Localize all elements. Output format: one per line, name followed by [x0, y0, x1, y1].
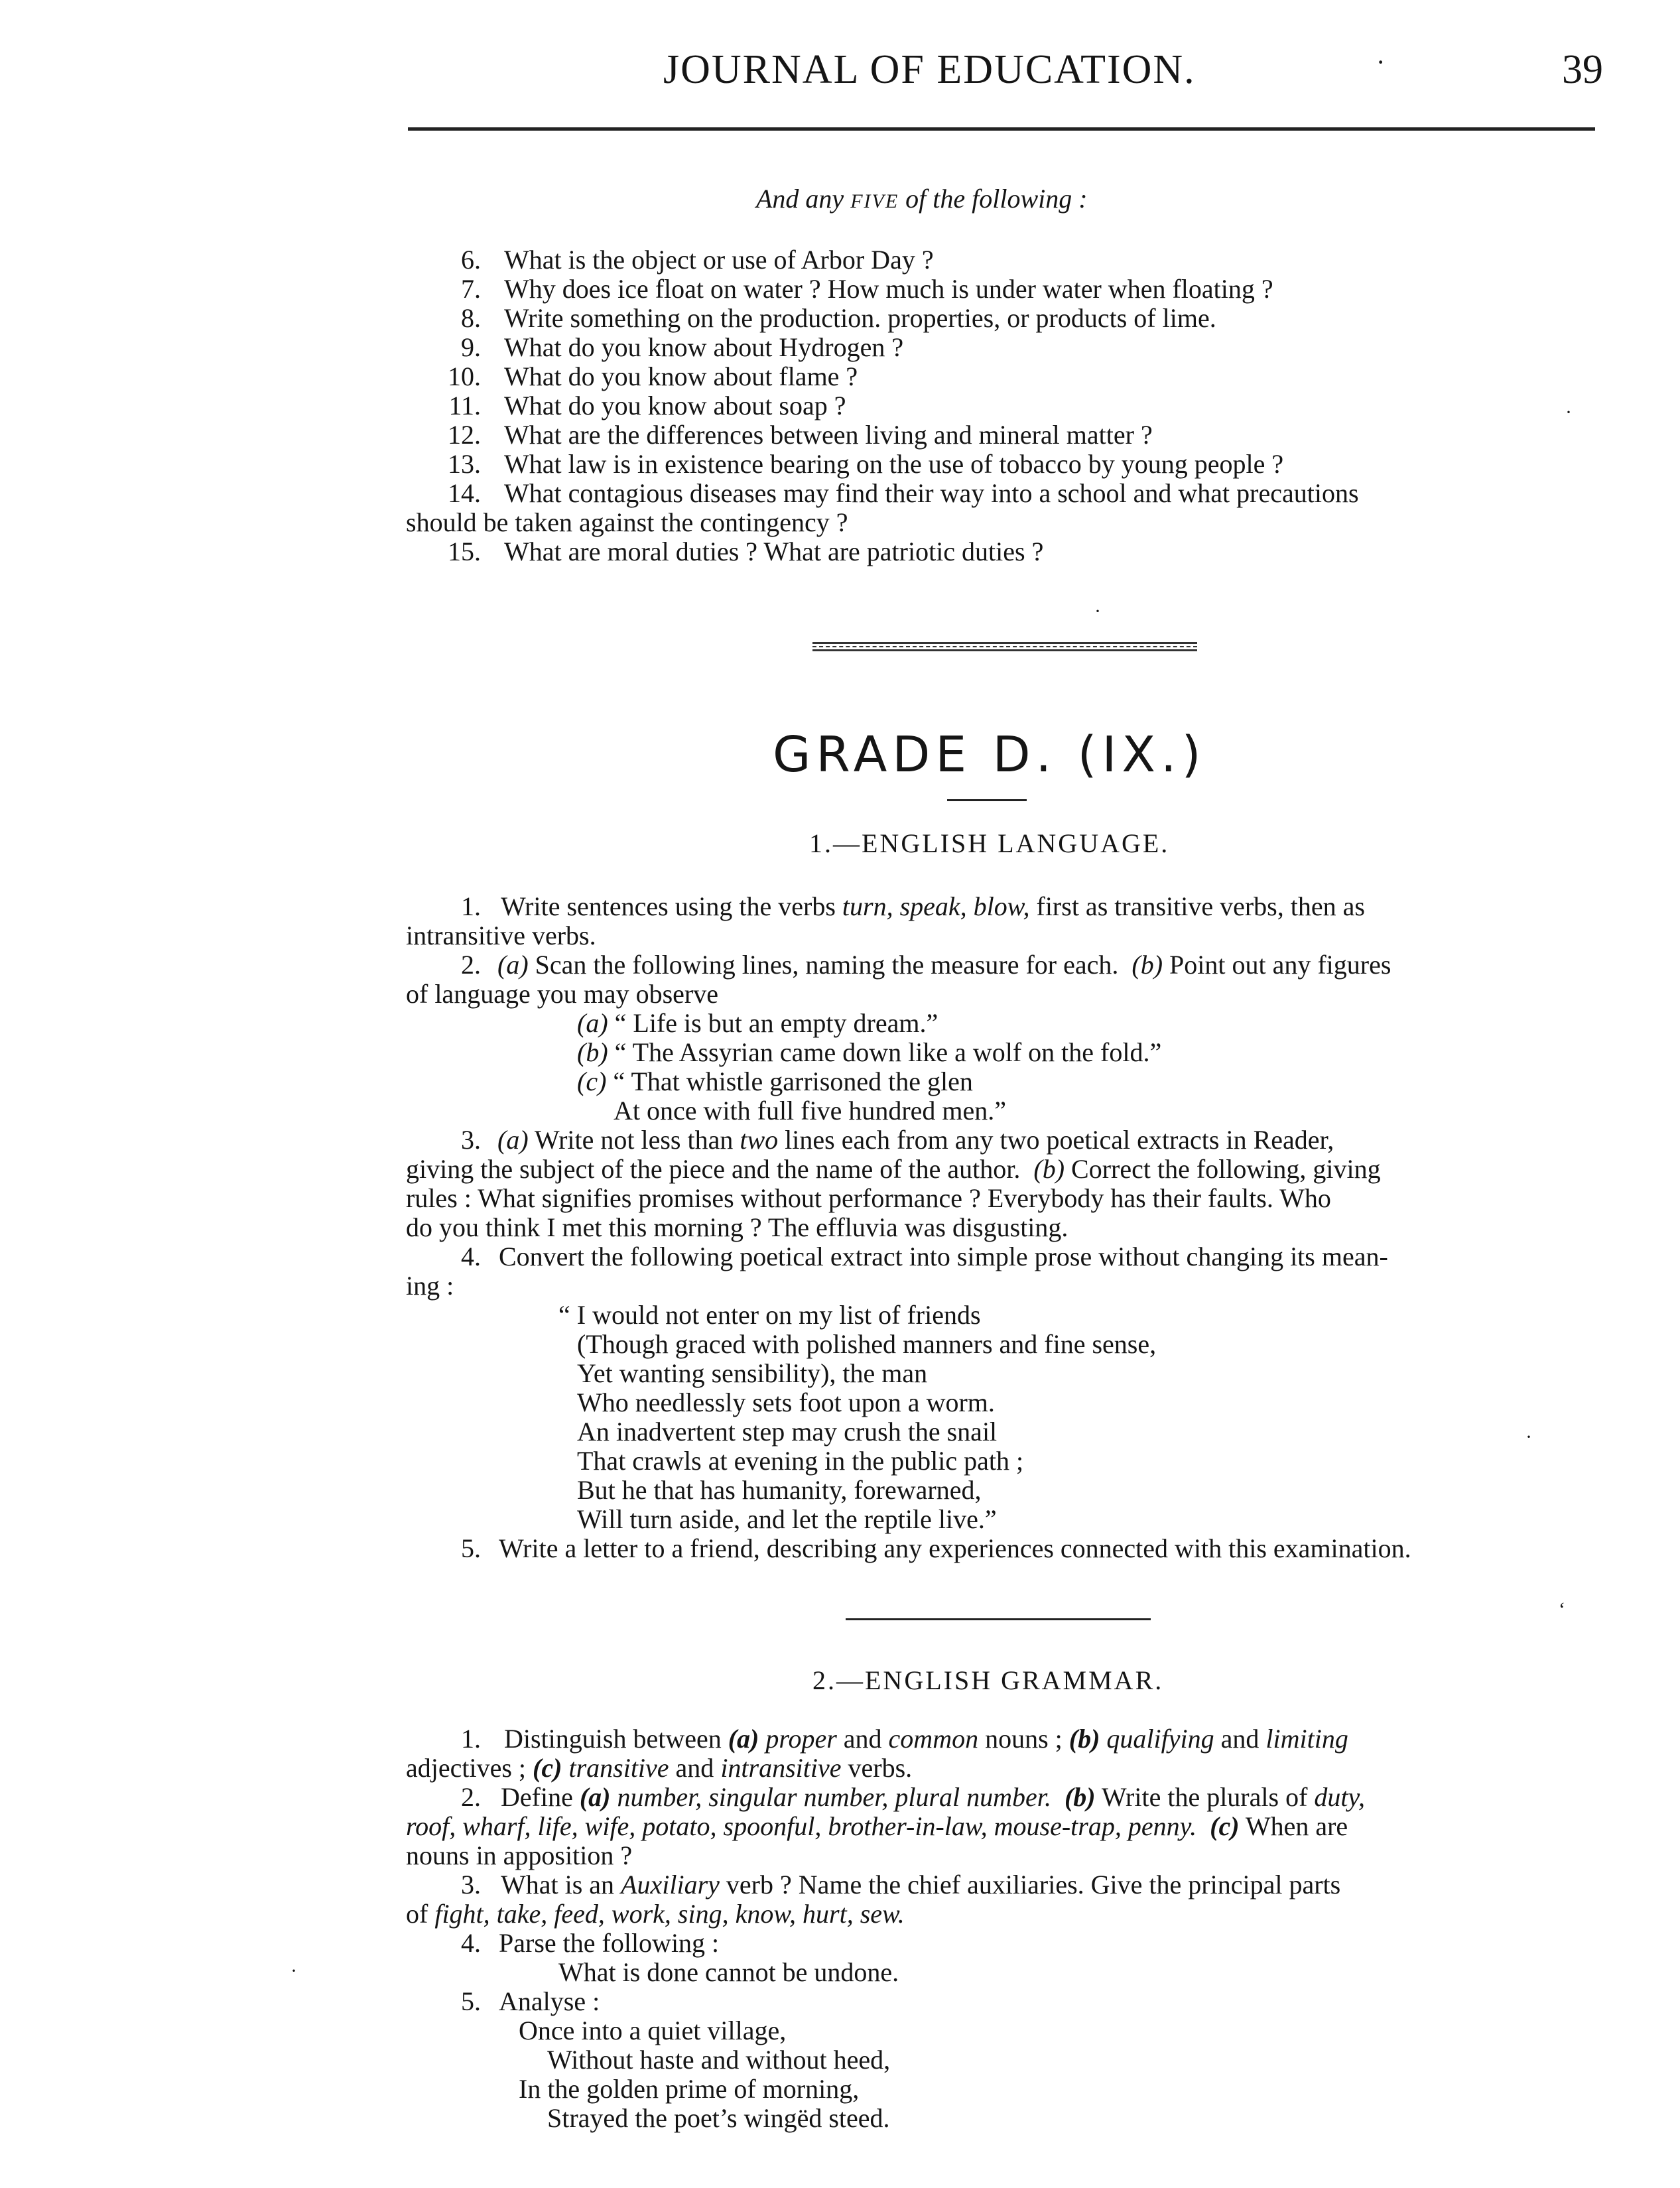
analyse-poem-line: Strayed the poet’s wingëd steed. [547, 2103, 890, 2133]
grade-underline [947, 799, 1027, 801]
grade-heading: GRADE D. (IX.) [773, 726, 1206, 783]
poem-line: Will turn aside, and let the reptile live.” [577, 1504, 997, 1534]
eg-question-2-continued: nouns in apposition ? [406, 1840, 633, 1870]
el-question-3-line-3: rules : What signifies promises without performance ? Everybody has their faults. Who [406, 1183, 1331, 1213]
poem-line: (Though graced with polished manners and fine sense, [577, 1329, 1157, 1359]
poem-line: Yet wanting sensibility), the man [577, 1358, 928, 1388]
page-number: 39 [1562, 47, 1603, 92]
question-14-continued: should be taken against the contingency ? [406, 507, 848, 537]
poem-line: That crawls at evening in the public path ; [577, 1446, 1024, 1476]
section-divider [846, 1618, 1151, 1620]
print-speck: ‘ [1559, 1598, 1565, 1620]
quote-b: (b) “ The Assyrian came down like a wolf on the fold.” [577, 1037, 1162, 1067]
ornamental-divider [812, 642, 1197, 651]
el-question-3-line-4: do you think I met this morning ? The effluvia was disgusting. [406, 1212, 1068, 1242]
poem-line: “ I would not enter on my list of friends [558, 1300, 981, 1330]
quote-c-continued: At once with full five hundred men.” [614, 1096, 1007, 1126]
poem-line: But he that has humanity, forewarned, [577, 1475, 982, 1505]
analyse-poem-line: In the golden prime of morning, [519, 2074, 860, 2104]
eg-question-2-line-2: roof, wharf, life, wife, potato, spoonful, brother-in-law, mouse-trap, penny. (c) When are [406, 1811, 1348, 1841]
eg-question-1-continued: adjectives ; (c) transitive and intransitive verbs. [406, 1753, 913, 1783]
print-speck: · [1565, 401, 1572, 423]
el-question-2-continued: of language you may observe [406, 979, 718, 1009]
print-speck: · [1525, 1426, 1532, 1448]
print-speck: · [1094, 600, 1101, 622]
section-intro: And any FIVE of the following : [756, 184, 1088, 214]
english-language-title: 1.—ENGLISH LANGUAGE. [809, 828, 1170, 858]
el-question-4-continued: ing : [406, 1271, 454, 1301]
poem-line: Who needlessly sets foot upon a worm. [577, 1387, 995, 1417]
el-question-1-continued: intransitive verbs. [406, 921, 596, 950]
analyse-poem-line: Once into a quiet village, [519, 2016, 787, 2045]
parse-example: What is done cannot be undone. [558, 1957, 899, 1987]
poem-line: An inadvertent step may crush the snail [577, 1417, 998, 1447]
print-speck: · [291, 1960, 297, 1982]
quote-a: (a) “ Life is but an empty dream.” [577, 1008, 938, 1038]
el-question-3-line-2: giving the subject of the piece and the name of the author. (b) Correct the following, giving [406, 1154, 1381, 1184]
header-rule [408, 127, 1595, 131]
eg-question-3-continued: of fight, take, feed, work, sing, know, hurt, sew. [406, 1899, 905, 1929]
analyse-poem-line: Without haste and without heed, [547, 2045, 891, 2075]
english-grammar-title: 2.—ENGLISH GRAMMAR. [812, 1665, 1164, 1695]
journal-title: JOURNAL OF EDUCATION. [663, 47, 1196, 92]
quote-c: (c) “ That whistle garrisoned the glen [577, 1066, 973, 1096]
header-dot: · [1376, 47, 1386, 77]
